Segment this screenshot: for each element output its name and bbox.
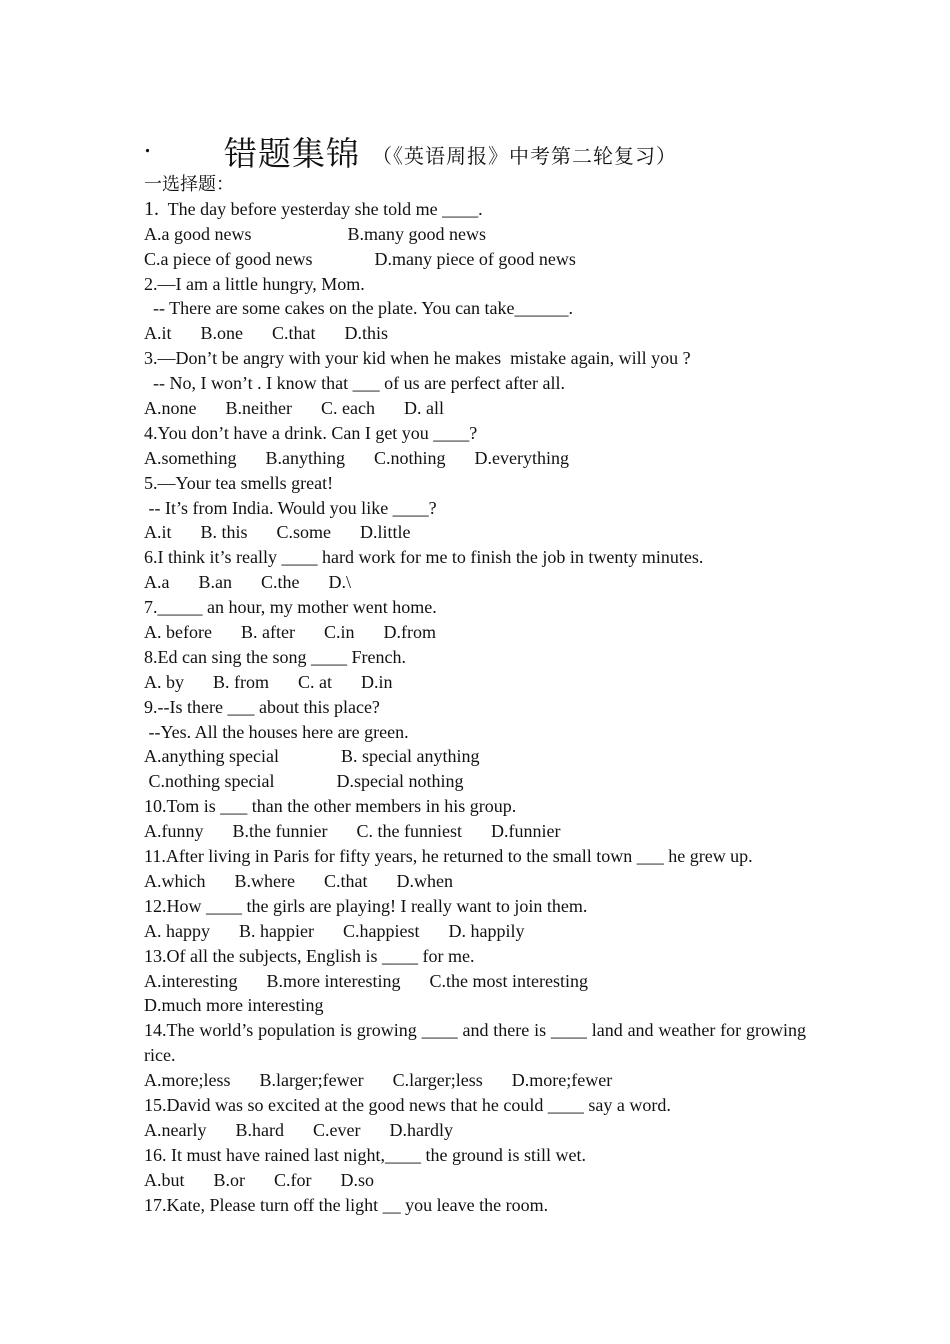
question-item xyxy=(144,421,806,471)
answer-option: D.in xyxy=(361,671,393,692)
answer-option: A. by xyxy=(144,671,184,692)
options-row xyxy=(144,446,806,471)
question-item xyxy=(144,545,806,595)
answer-option: A.more;less xyxy=(144,1070,231,1091)
question-item xyxy=(144,645,806,695)
question-stem: 15.David was so excited at the good news that he could ____ say a word. xyxy=(144,1094,671,1115)
question-stem: 17.Kate, Please turn off the light __ you leave the room. xyxy=(144,1194,549,1215)
options-row xyxy=(144,520,806,545)
options-row xyxy=(144,819,806,844)
options-row xyxy=(144,769,806,794)
answer-option: C.happiest xyxy=(342,920,420,941)
question-stem: 13.Of all the subjects, English is ____ for me. xyxy=(144,945,475,966)
answer-option: A.a good news xyxy=(144,223,252,244)
question-item xyxy=(144,272,806,347)
answer-option: C. the funniest xyxy=(356,821,462,842)
answer-option: C.a piece of good news xyxy=(144,248,313,269)
answer-option: A.funny xyxy=(144,821,204,842)
options-row xyxy=(144,321,806,346)
question-item xyxy=(144,1193,806,1218)
answer-option: A.nearly xyxy=(144,1119,207,1140)
answer-option: B. happier xyxy=(239,920,314,941)
options-row xyxy=(144,1118,806,1143)
answer-option: B. after xyxy=(240,622,295,643)
question-stem: 3.—Don’t be angry with your kid when he makes mistake again, will you ? xyxy=(144,348,691,369)
question-stem: 6.I think it’s really ____ hard work for me to finish the job in twenty minutes. xyxy=(144,547,704,568)
question-stem: 14.The world’s population is growing ____ and there is ____ land and weather for growing rice. xyxy=(144,1020,806,1066)
question-stem: 16. It must have rained last night,____ the ground is still wet. xyxy=(144,1144,586,1165)
question-reply: -- There are some cakes on the plate. You can take______. xyxy=(144,298,574,319)
answer-option: B.one xyxy=(200,323,244,344)
options-row xyxy=(144,969,806,994)
answer-option: C.ever xyxy=(312,1119,361,1140)
answer-option: B.anything xyxy=(265,447,345,468)
options-row xyxy=(144,993,806,1018)
options-row xyxy=(144,396,806,421)
question-stem: 5.—Your tea smells great! xyxy=(144,472,334,493)
answer-option: B.larger;fewer xyxy=(259,1070,364,1091)
answer-option: D.hardly xyxy=(389,1119,453,1140)
answer-option: C.for xyxy=(274,1169,312,1190)
options-row xyxy=(144,919,806,944)
question-stem: 8.Ed can sing the song ____ French. xyxy=(144,646,406,667)
answer-option: D.from xyxy=(383,622,436,643)
options-row xyxy=(144,620,806,645)
question-item xyxy=(144,844,806,894)
question-stem: 4.You don’t have a drink. Can I get you ____? xyxy=(144,422,478,443)
answer-option: D.much more interesting xyxy=(144,995,324,1016)
answer-option: C.the xyxy=(261,572,300,593)
answer-option: A. before xyxy=(144,622,212,643)
answer-option: C. each xyxy=(320,398,375,419)
options-row xyxy=(144,570,806,595)
question-reply: --Yes. All the houses here are green. xyxy=(144,721,409,742)
answer-option: C.that xyxy=(323,870,368,891)
answer-option: D. happily xyxy=(448,920,525,941)
answer-option: A.something xyxy=(144,447,237,468)
question-item xyxy=(144,346,806,421)
answer-option: D.when xyxy=(396,870,453,891)
question-item xyxy=(144,471,806,546)
options-row xyxy=(144,1168,806,1193)
question-stem: 9.--Is there ___ about this place? xyxy=(144,696,380,717)
question-item xyxy=(144,197,806,272)
options-row xyxy=(144,247,806,272)
question-stem: 7._____ an hour, my mother went home. xyxy=(144,597,437,618)
answer-option: C.the most interesting xyxy=(429,970,588,991)
question-stem: 2.—I am a little hungry, Mom. xyxy=(144,273,365,294)
question-item xyxy=(144,794,806,844)
answer-option: A.none xyxy=(144,398,197,419)
question-stem: 11.After living in Paris for fifty years, he returned to the small town ___ he grew up. xyxy=(144,846,753,867)
answer-option: C. at xyxy=(298,671,332,692)
answer-option: B. from xyxy=(213,671,269,692)
answer-option: A. happy xyxy=(144,920,210,941)
answer-option: D.little xyxy=(360,522,411,543)
question-item xyxy=(144,695,806,795)
document-body xyxy=(144,172,806,1217)
answer-option: D.more;fewer xyxy=(511,1070,613,1091)
page-title: 错题集锦 xyxy=(224,137,360,173)
options-row xyxy=(144,670,806,695)
question-item xyxy=(144,595,806,645)
question-stem: 12.How ____ the girls are playing! I really want to join them. xyxy=(144,895,588,916)
options-row xyxy=(144,869,806,894)
section-heading: 一选择题： xyxy=(144,174,234,194)
answer-option: B. this xyxy=(200,522,248,543)
answer-option: A.it xyxy=(144,522,172,543)
answer-option: A.interesting xyxy=(144,970,238,991)
question-stem: 10.Tom is ___ than the other members in his group. xyxy=(144,796,517,817)
question-item xyxy=(144,1093,806,1143)
answer-option: D. all xyxy=(403,398,444,419)
answer-option: A.a xyxy=(144,572,170,593)
question-item xyxy=(144,944,806,1019)
question-reply: -- It’s from India. Would you like ____? xyxy=(144,497,437,518)
answer-option: C.some xyxy=(276,522,332,543)
answer-option: B. special anything xyxy=(340,746,480,767)
question-reply: -- No, I won’t . I know that ___ of us are perfect after all. xyxy=(144,373,566,394)
answer-option: A.but xyxy=(144,1169,185,1190)
options-row xyxy=(144,744,806,769)
question-item xyxy=(144,1018,806,1093)
answer-option: B.more interesting xyxy=(266,970,401,991)
answer-option: C.nothing special xyxy=(144,771,275,792)
answer-option: D.special nothing xyxy=(336,771,464,792)
answer-option: B.an xyxy=(198,572,232,593)
answer-option: C.larger;less xyxy=(392,1070,483,1091)
answer-option: C.that xyxy=(272,323,316,344)
answer-option: B.or xyxy=(213,1169,245,1190)
answer-option: A.it xyxy=(144,323,172,344)
answer-option: C.in xyxy=(323,622,355,643)
answer-option: A.anything special xyxy=(144,746,279,767)
page-subtitle: （《英语周报》中考第二轮复习） xyxy=(372,146,677,168)
question-item xyxy=(144,894,806,944)
answer-option: D.many piece of good news xyxy=(374,248,576,269)
question-item xyxy=(144,1143,806,1193)
answer-option: A.which xyxy=(144,870,206,891)
answer-option: B.hard xyxy=(235,1119,284,1140)
answer-option: D.\ xyxy=(328,572,351,593)
answer-option: B.neither xyxy=(225,398,292,419)
answer-option: D.so xyxy=(340,1169,375,1190)
options-row xyxy=(144,222,806,247)
bullet-mark: . xyxy=(144,128,151,159)
answer-option: B.the funnier xyxy=(232,821,328,842)
options-row xyxy=(144,1068,806,1093)
question-stem: 1. The day before yesterday she told me ____. xyxy=(144,197,483,220)
answer-option: B.many good news xyxy=(347,223,486,244)
answer-option: D.this xyxy=(344,323,389,344)
answer-option: C.nothing xyxy=(374,447,446,468)
answer-option: D.funnier xyxy=(490,821,561,842)
answer-option: D.everything xyxy=(474,447,569,468)
answer-option: B.where xyxy=(234,870,295,891)
